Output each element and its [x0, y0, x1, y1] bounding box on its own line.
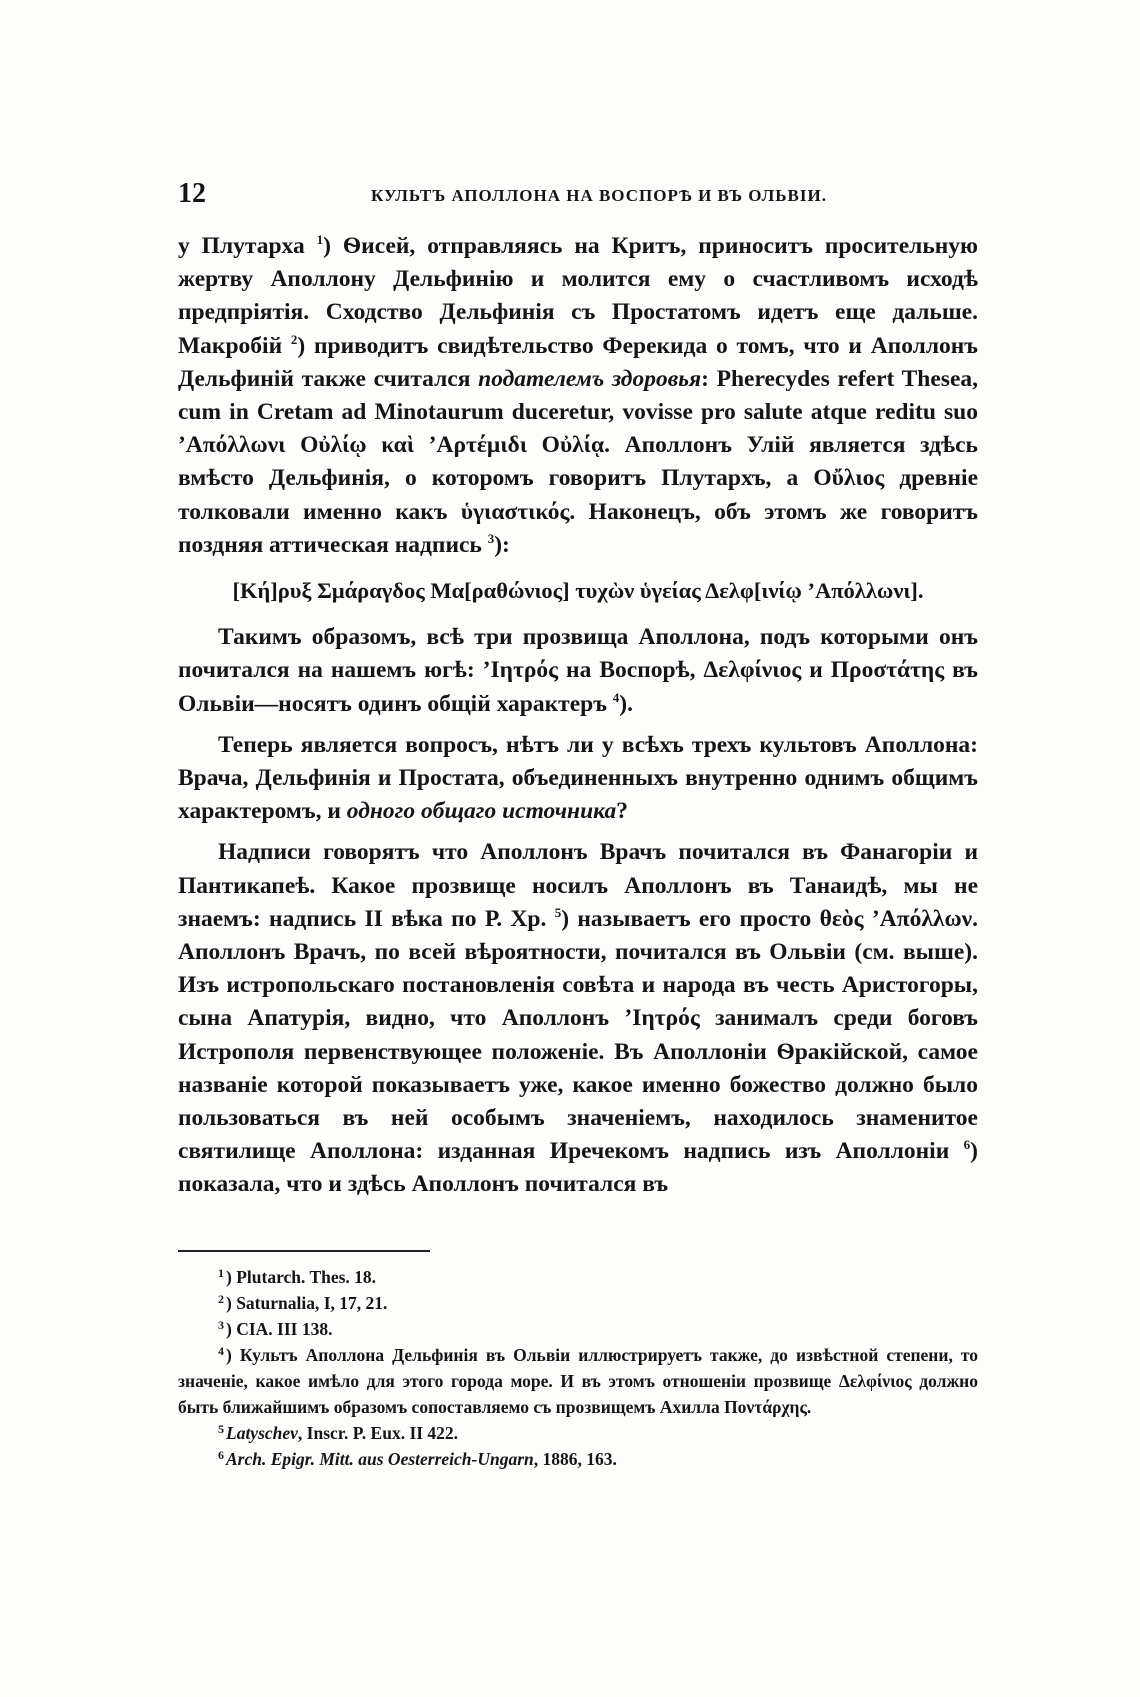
text-run: : Pherecydes refert Thesea, cum in Cretam ad Minotaurum duceretur, vovisse pro salute atque reditu suo ’Απόλλωνι Οὐλίῳ καὶ ’Αρτέμιδι Οὐλίᾳ. Аполлонъ Улій является здѣсь вмѣсто Дельфинія, о которомъ говоритъ Плутархъ, а Οὔλιος древніе толковали именно какъ ὑγιαστικός. Наконецъ, объ этомъ же говоритъ поздняя аттическая надпись	[178, 365, 979, 558]
text-run: ).	[619, 690, 633, 717]
footnote-ref-5[interactable]: 5	[554, 904, 562, 920]
footnote-mark: 5	[218, 1421, 224, 1436]
footnote-divider	[178, 1250, 430, 1252]
body-text	[178, 230, 978, 1202]
text-run: ) называетъ его просто θεὸς ’Απόλλων. Аполлонъ Врачъ, по всей вѣроятности, почитался въ Ольвіи (см. выше). Изъ истропольскаго постановленія совѣта и народа въ честь Аристогоры, сына Апатурія, видно, что Аполлонъ ’Ιητρός занималъ среди боговъ Истрополя первенствующее положеніе. Въ Аполлоніи Ѳракійской, самое названіе которой показываетъ уже, какое именно божество должно было пользоваться въ ней особымъ значеніемъ, находилось знаменитое святилище Аполлона: изданная Иречекомъ надпись изъ Аполлоніи	[178, 905, 978, 1165]
text-run: ) приводитъ свидѣтельство Ферекида о томъ, что и Аполлонъ Дельфиній также считался	[178, 332, 979, 392]
text-run: ):	[494, 531, 510, 558]
footnote-text: ) Plutarch. Thes. 18.	[226, 1266, 377, 1287]
page	[178, 178, 978, 1472]
page-number: 12	[178, 178, 206, 209]
footnote-mark: 4	[218, 1343, 224, 1358]
footnote-ref-4[interactable]: 4	[612, 689, 620, 705]
footnote-1	[218, 1264, 978, 1290]
text-run: Такимъ образомъ, всѣ три прозвища Аполлона, подъ которыми онъ почитался на нашемъ югѣ: ’Ιητρός на Воспорѣ, Δελφίνιος и Προστάτης въ Ольвіи—носятъ одинъ общій характеръ	[178, 624, 978, 717]
footnote-3	[218, 1316, 978, 1342]
greek-inscription: [Κή]ρυξ Σμάραγδος Μα[ραθώνιος] τυχὼν ὑγείας Δελφ[ινίῳ ’Απόλλωνι].	[232, 578, 924, 604]
footnote-2	[218, 1290, 978, 1316]
footnote-5	[218, 1420, 978, 1446]
text-run: Теперь является вопросъ, нѣтъ ли у всѣхъ трехъ культовъ Аполлона: Врача, Дельфинія и Простата, объединенныхъ внутренно однимъ общимъ характеромъ, и	[178, 731, 978, 825]
footnote-text: , Inscr. P. Eux. II 422.	[297, 1422, 459, 1443]
text-run: у Плутарха	[178, 233, 317, 259]
footnote-4	[178, 1342, 978, 1420]
footnote-mark: 6	[218, 1447, 224, 1462]
footnotes	[178, 1264, 978, 1472]
text-run: ?	[616, 798, 628, 825]
footnote-ref-3[interactable]: 3	[487, 530, 495, 546]
footnote-author: Latyschev	[226, 1422, 298, 1443]
footnote-ref-1[interactable]: 1	[316, 232, 324, 247]
paragraph-3	[178, 729, 978, 829]
footnote-text: ) CIA. III 138.	[226, 1318, 333, 1339]
footnote-mark: 3	[218, 1317, 224, 1332]
footnote-mark: 2	[218, 1291, 224, 1306]
paragraph-1	[178, 230, 978, 562]
text-run: ) Ѳисей, отправляясь на Критъ, приноситъ просительную жертву Аполлону Дельфинію и молится ему о счастливомъ исходѣ предпріятія. Сходство Дельфинія съ Простатомъ идетъ еще дальше. Макробій	[178, 233, 978, 359]
footnote-mark: 1	[218, 1265, 224, 1280]
footnote-text: ) Saturnalia, I, 17, 21.	[226, 1292, 388, 1313]
emphasis-text: подателемъ здоровья	[478, 365, 702, 392]
footnote-ref-2[interactable]: 2	[290, 331, 298, 347]
paragraph-4	[178, 836, 978, 1201]
footnote-6	[218, 1446, 978, 1472]
footnote-text: , 1886, 163.	[533, 1448, 617, 1469]
paragraph-2	[178, 621, 978, 721]
running-title: КУЛЬТЪ АПОЛЛОНА НА ВОСПОРѢ И ВЪ ОЛЬВІИ.	[371, 186, 827, 205]
emphasis-text: одного общаго источника	[346, 798, 617, 825]
page-header	[178, 178, 978, 218]
text-run: Надписи говорятъ что Аполлонъ Врачъ почитался въ Фанагоріи и Пантикапеѣ. Какое прозвище носилъ Аполлонъ въ Танаидѣ, мы не знаемъ: надпись II вѣка по Р. Хр.	[178, 839, 978, 932]
text-run: ) показала, что и здѣсь Аполлонъ почитался въ	[178, 1138, 978, 1198]
footnote-text: ) Культъ Аполлона Дельфинія въ Ольвіи иллюстрируетъ также, до извѣстной степени, то значеніе, какое имѣло для этого города море. И въ этомъ отношеніи прозвище Δελφίνιος должно быть ближайшимъ образомъ сопоставляемо съ прозвищемъ Ахилла Ποντάρχης.	[178, 1344, 978, 1417]
footnote-ref-6[interactable]: 6	[963, 1137, 971, 1153]
footnote-source: Arch. Epigr. Mitt. aus Oesterreich-Ungarn	[226, 1448, 534, 1469]
